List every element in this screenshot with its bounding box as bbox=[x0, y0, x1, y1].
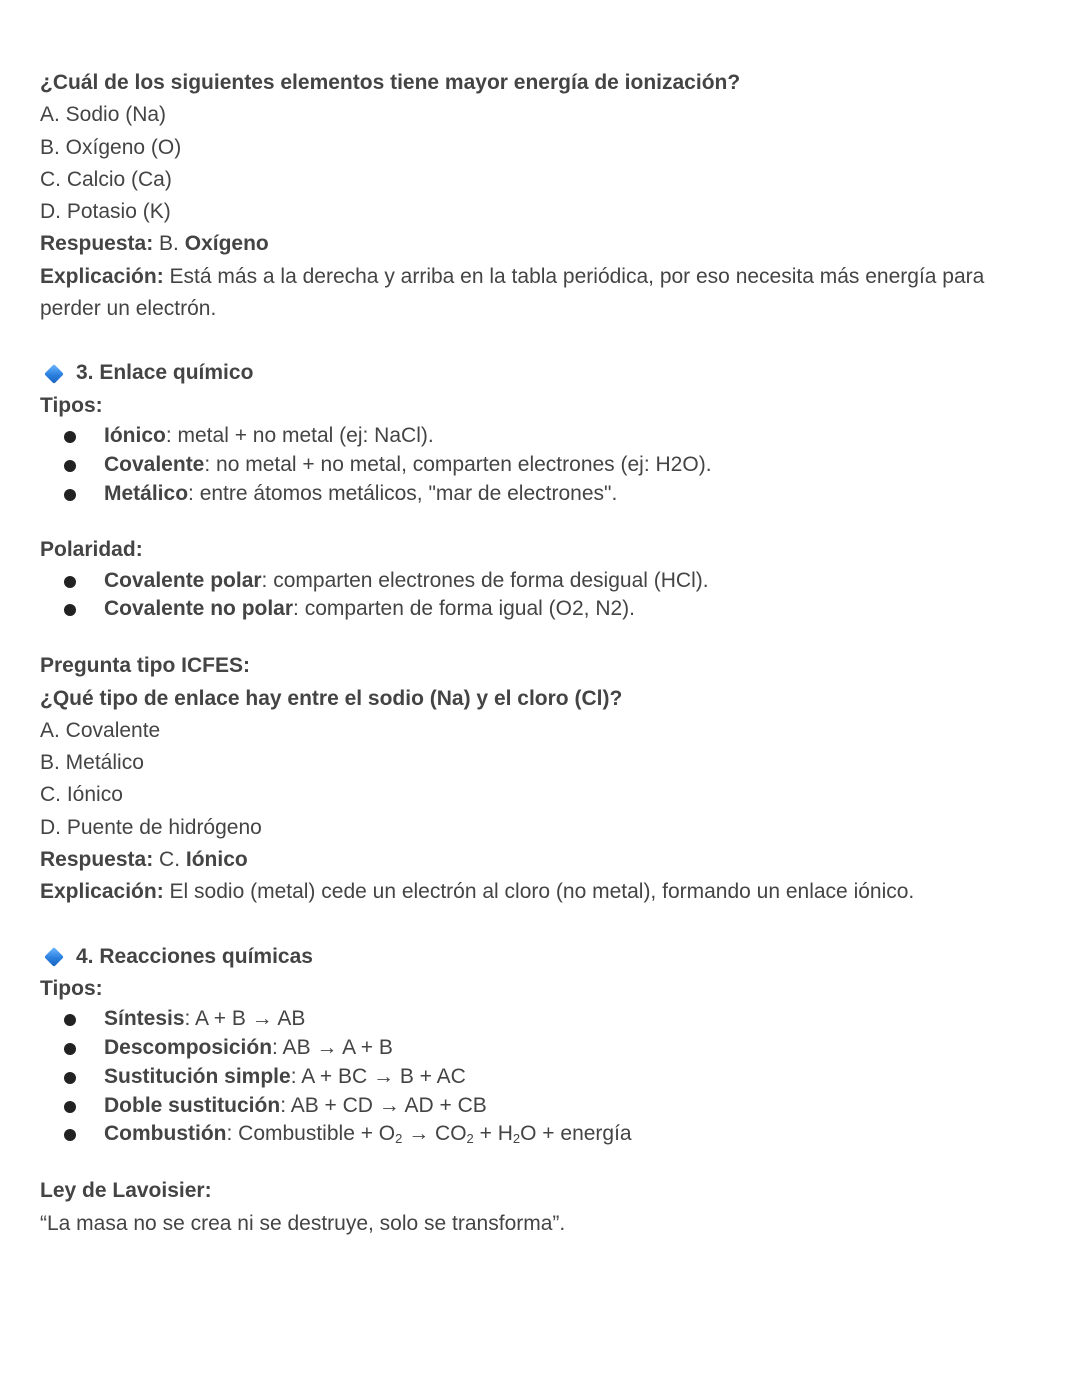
reaction-types-list bbox=[40, 1005, 1050, 1149]
lavoisier-quote: “La masa no se crea ni se destruye, solo se transforma”. bbox=[40, 1211, 566, 1235]
polarity-label: Polaridad: bbox=[40, 538, 143, 562]
bullet-icon bbox=[64, 431, 76, 443]
formula-part: O + energía bbox=[520, 1122, 632, 1146]
section-4-heading bbox=[40, 941, 1050, 973]
section-3-heading bbox=[40, 357, 1050, 389]
section-3-types-list bbox=[40, 422, 1050, 508]
list-item bbox=[40, 1092, 1050, 1121]
combustion-formula bbox=[226, 1122, 631, 1145]
q1-answer-letter: B. bbox=[159, 232, 179, 256]
q1-answer-value: Oxígeno bbox=[184, 232, 269, 256]
section-4-title: 4. Reacciones químicas bbox=[76, 944, 313, 968]
section-3-types-label: Tipos: bbox=[40, 393, 103, 417]
reaction-desc: : A + B → AB bbox=[184, 1007, 306, 1031]
bullet-icon bbox=[64, 576, 76, 588]
reaction-desc: : A + BC → B + AC bbox=[290, 1064, 466, 1088]
bond-type-desc: : no metal + no metal, comparten electrones (ej: H2O). bbox=[204, 452, 712, 476]
reaction-term: Doble sustitución bbox=[104, 1093, 281, 1117]
list-item bbox=[40, 1063, 1050, 1092]
q2-explanation-text: El sodio (metal) cede un electrón al cloro (no metal), formando un enlace iónico. bbox=[169, 880, 915, 904]
bullet-icon bbox=[64, 460, 76, 472]
q2-explanation-label: Explicación: bbox=[40, 880, 164, 904]
polarity-term: Covalente polar bbox=[104, 568, 262, 592]
q1-option-c: C. Calcio (Ca) bbox=[40, 167, 172, 191]
bullet-icon bbox=[64, 604, 76, 616]
question-1: ¿Cuál de los siguientes elementos tiene mayor energía de ionización? bbox=[40, 71, 741, 94]
q1-option-b: B. Oxígeno (O) bbox=[40, 135, 182, 159]
list-item bbox=[40, 480, 1050, 509]
bullet-icon bbox=[64, 489, 76, 501]
q1-answer-label: Respuesta: bbox=[40, 232, 154, 256]
q2-explanation bbox=[40, 876, 1050, 908]
reaction-term: Combustión bbox=[104, 1122, 227, 1146]
bullet-icon bbox=[64, 1043, 76, 1055]
formula-part: + H bbox=[473, 1122, 513, 1146]
polarity-desc: : comparten electrones de forma desigual (HCl). bbox=[261, 568, 709, 592]
bond-type-desc: : entre átomos metálicos, "mar de electrones". bbox=[188, 481, 618, 505]
bullet-icon bbox=[64, 1101, 76, 1113]
subscript: 2 bbox=[395, 1131, 403, 1147]
q2-answer-label: Respuesta: bbox=[40, 848, 154, 872]
polarity-list bbox=[40, 567, 1050, 625]
reaction-term: Descomposición bbox=[104, 1036, 273, 1060]
blue-diamond-icon bbox=[44, 947, 64, 967]
list-item bbox=[40, 451, 1050, 480]
reaction-term: Síntesis bbox=[104, 1007, 185, 1031]
list-item bbox=[40, 567, 1050, 596]
q2-answer-letter: C. bbox=[159, 848, 181, 872]
q1-explanation-label: Explicación: bbox=[40, 264, 164, 288]
q2-answer bbox=[40, 844, 1050, 876]
q1-explanation-text: Está más a la derecha y arriba en la tabla periódica, por eso necesita más energía para perder un electrón. bbox=[40, 264, 985, 321]
bullet-icon bbox=[64, 1072, 76, 1084]
subscript: 2 bbox=[512, 1131, 521, 1147]
q1-answer bbox=[40, 228, 1050, 260]
section-4-types-label: Tipos: bbox=[40, 976, 103, 1000]
polarity-term: Covalente no polar bbox=[104, 597, 294, 621]
reaction-desc: : AB + CD → AD + CB bbox=[280, 1093, 487, 1117]
q1-option-a: A. Sodio (Na) bbox=[40, 103, 167, 127]
question-2: ¿Qué tipo de enlace hay entre el sodio (Na) y el cloro (Cl)? bbox=[40, 686, 623, 710]
list-item bbox=[40, 595, 1050, 624]
list-item bbox=[40, 1005, 1050, 1034]
bullet-icon bbox=[64, 1129, 76, 1141]
bond-type-desc: : metal + no metal (ej: NaCl). bbox=[165, 423, 434, 447]
bullet-icon bbox=[64, 1014, 76, 1026]
q2-answer-value: Iónico bbox=[185, 848, 248, 872]
q2-option-c: C. Iónico bbox=[40, 783, 123, 807]
blue-diamond-icon bbox=[44, 364, 64, 384]
polarity-desc: : comparten de forma igual (O2, N2). bbox=[293, 597, 636, 621]
document-page bbox=[40, 67, 1050, 1240]
icfes-label: Pregunta tipo ICFES: bbox=[40, 654, 250, 678]
q2-option-b: B. Metálico bbox=[40, 751, 144, 775]
bond-type-term: Iónico bbox=[104, 423, 166, 447]
bond-type-term: Covalente bbox=[104, 452, 205, 476]
q1-explanation bbox=[40, 261, 1050, 326]
list-item bbox=[40, 422, 1050, 451]
formula-part: : Combustible + O bbox=[226, 1122, 396, 1146]
list-item bbox=[40, 1120, 1050, 1149]
q1-option-d: D. Potasio (K) bbox=[40, 200, 171, 224]
formula-part: → CO bbox=[402, 1122, 467, 1146]
q2-option-d: D. Puente de hidrógeno bbox=[40, 815, 262, 839]
subscript: 2 bbox=[466, 1131, 474, 1147]
q2-option-a: A. Covalente bbox=[40, 718, 161, 742]
list-item bbox=[40, 1034, 1050, 1063]
reaction-desc: : AB → A + B bbox=[272, 1036, 393, 1060]
reaction-term: Sustitución simple bbox=[104, 1064, 291, 1088]
section-3-title: 3. Enlace químico bbox=[76, 361, 254, 385]
lavoisier-label: Ley de Lavoisier: bbox=[40, 1179, 212, 1203]
bond-type-term: Metálico bbox=[104, 481, 189, 505]
